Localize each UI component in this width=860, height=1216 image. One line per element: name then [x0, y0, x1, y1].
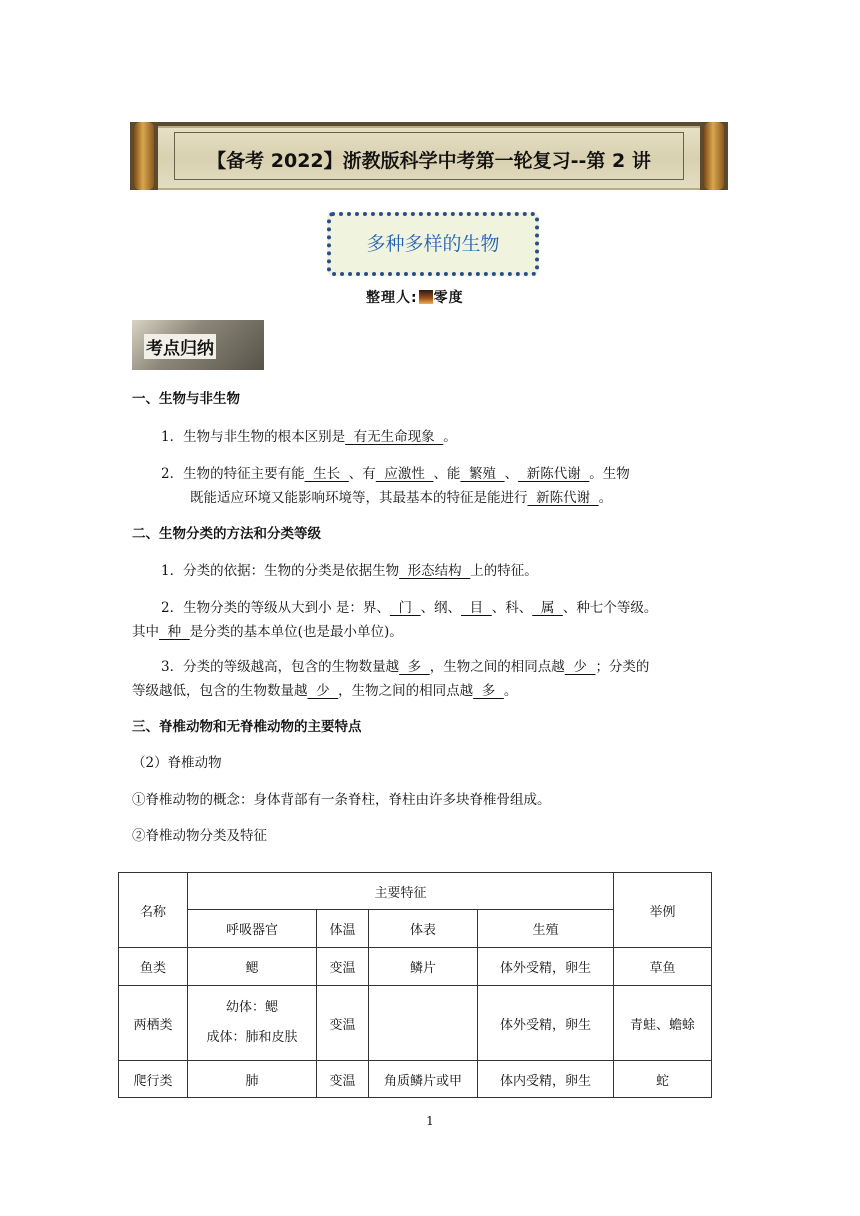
table-header-cell: 呼吸器官 — [188, 910, 317, 948]
author-label: 整理人: — [366, 290, 418, 306]
paragraph-continued — [132, 681, 517, 701]
subtitle: 多种多样的生物 — [366, 233, 500, 255]
table-cell: 变温 — [317, 986, 369, 1061]
table-header-cell: 体温 — [317, 910, 369, 948]
table-cell: 变温 — [317, 948, 369, 986]
table-row — [119, 986, 712, 1061]
subtitle-box — [327, 212, 539, 276]
answer-blank: 有无生命现象 — [345, 429, 444, 445]
text: 1．分类的依据：生物的分类是依据生物 — [161, 563, 400, 579]
answer-blank: 目 — [461, 600, 492, 616]
text: 。 — [598, 490, 613, 506]
paragraph-continued — [190, 488, 612, 508]
text: 是分类的基本单位(也是最小单位)。 — [189, 624, 403, 640]
answer-blank: 少 — [564, 659, 596, 675]
table-row — [119, 1061, 712, 1098]
table-cell: 爬行类 — [119, 1061, 188, 1098]
author-line — [366, 287, 464, 307]
table-row — [119, 948, 712, 986]
answer-blank: 多 — [399, 659, 430, 675]
page-number: 1 — [426, 1114, 434, 1128]
table-cell — [369, 986, 478, 1061]
table-cell — [188, 986, 317, 1061]
table-header-cell: 主要特征 — [188, 873, 614, 910]
section-heading-1: 一、生物与非生物 — [132, 391, 240, 407]
table-header-cell: 生殖 — [478, 910, 614, 948]
text: 、 — [504, 466, 519, 482]
table-cell: 鳃 — [188, 948, 317, 986]
paragraph — [161, 427, 457, 447]
badge-label: 考点归纳 — [144, 334, 216, 359]
table-header-cell: 体表 — [369, 910, 478, 948]
table-header-cell: 举例 — [614, 873, 712, 948]
answer-blank: 门 — [389, 600, 421, 616]
table-cell: 草鱼 — [614, 948, 712, 986]
paragraph — [161, 464, 630, 484]
table-cell: 肺 — [188, 1061, 317, 1098]
answer-blank: 新陈代谢 — [527, 490, 599, 506]
text: 等级越低，包含的生物数量越 — [132, 683, 308, 699]
cell-line: 成体：肺和皮肤 — [206, 1030, 298, 1045]
text: 既能适应环境又能影响环境等，其最基本的特征是能进行 — [190, 490, 528, 506]
table-header-row — [119, 873, 712, 910]
avatar-icon — [419, 290, 433, 304]
paragraph — [161, 598, 657, 618]
title-scroll-banner — [130, 122, 728, 190]
text: 2．生物分类的等级从大到小 是：界、 — [161, 600, 390, 616]
answer-blank: 种 — [159, 624, 190, 640]
text: 3．分类的等级越高，包含的生物数量越 — [161, 659, 400, 675]
paragraph: ①脊椎动物的概念：身体背部有一条脊柱，脊柱由许多块脊椎骨组成。 — [132, 792, 551, 808]
author-name: 零度 — [433, 290, 464, 306]
text: ，生物之间的相同点越 — [338, 683, 474, 699]
table-cell: 变温 — [317, 1061, 369, 1098]
answer-blank: 形态结构 — [399, 563, 471, 579]
paragraph — [161, 561, 538, 581]
answer-blank: 属 — [532, 600, 563, 616]
table-cell: 鱼类 — [119, 948, 188, 986]
text: 其中 — [132, 624, 159, 640]
table-cell: 蛇 — [614, 1061, 712, 1098]
subheading: （2）脊椎动物 — [132, 755, 222, 771]
answer-blank: 多 — [473, 683, 504, 699]
text: 、能 — [433, 466, 461, 482]
table-cell: 青蛙、蟾蜍 — [614, 986, 712, 1061]
section-heading-3: 三、脊椎动物和无脊椎动物的主要特点 — [132, 719, 362, 735]
text: 。 — [443, 429, 457, 445]
answer-blank: 新陈代谢 — [518, 466, 590, 482]
text: ，生物之间的相同点越 — [429, 659, 565, 675]
text: 、科、 — [491, 600, 533, 616]
table-cell: 鳞片 — [369, 948, 478, 986]
answer-blank: 应激性 — [375, 466, 434, 482]
text: 1．生物与非生物的根本区别是 — [161, 429, 346, 445]
text: 、纲、 — [420, 600, 462, 616]
table-cell: 角质鳞片或甲 — [369, 1061, 478, 1098]
table-cell: 体外受精，卵生 — [478, 986, 614, 1061]
answer-blank: 繁殖 — [460, 466, 505, 482]
section-badge — [132, 320, 264, 370]
paragraph-continued — [132, 622, 403, 642]
paragraph: ②脊椎动物分类及特征 — [132, 828, 267, 844]
text: 上的特征。 — [470, 563, 538, 579]
cell-line: 幼体：鳃 — [225, 1000, 278, 1015]
page-title: 【备考 2022】浙教版科学中考第一轮复习--第 2 讲 — [207, 150, 651, 172]
section-heading-2: 二、生物分类的方法和分类等级 — [132, 526, 321, 542]
text: 、种七个等级。 — [562, 600, 658, 616]
table-cell: 两栖类 — [119, 986, 188, 1061]
table-header-cell: 名称 — [119, 873, 188, 948]
answer-blank: 生长 — [304, 466, 349, 482]
vertebrate-table — [118, 872, 712, 1098]
text: ；分类的 — [595, 659, 650, 675]
paragraph — [161, 657, 649, 677]
text: 2．生物的特征主要有能 — [161, 466, 305, 482]
table-cell: 体内受精，卵生 — [478, 1061, 614, 1098]
answer-blank: 少 — [307, 683, 339, 699]
text: 。 — [503, 683, 518, 699]
text: 、有 — [348, 466, 376, 482]
text: 。生物 — [589, 466, 630, 482]
table-cell: 体外受精，卵生 — [478, 948, 614, 986]
